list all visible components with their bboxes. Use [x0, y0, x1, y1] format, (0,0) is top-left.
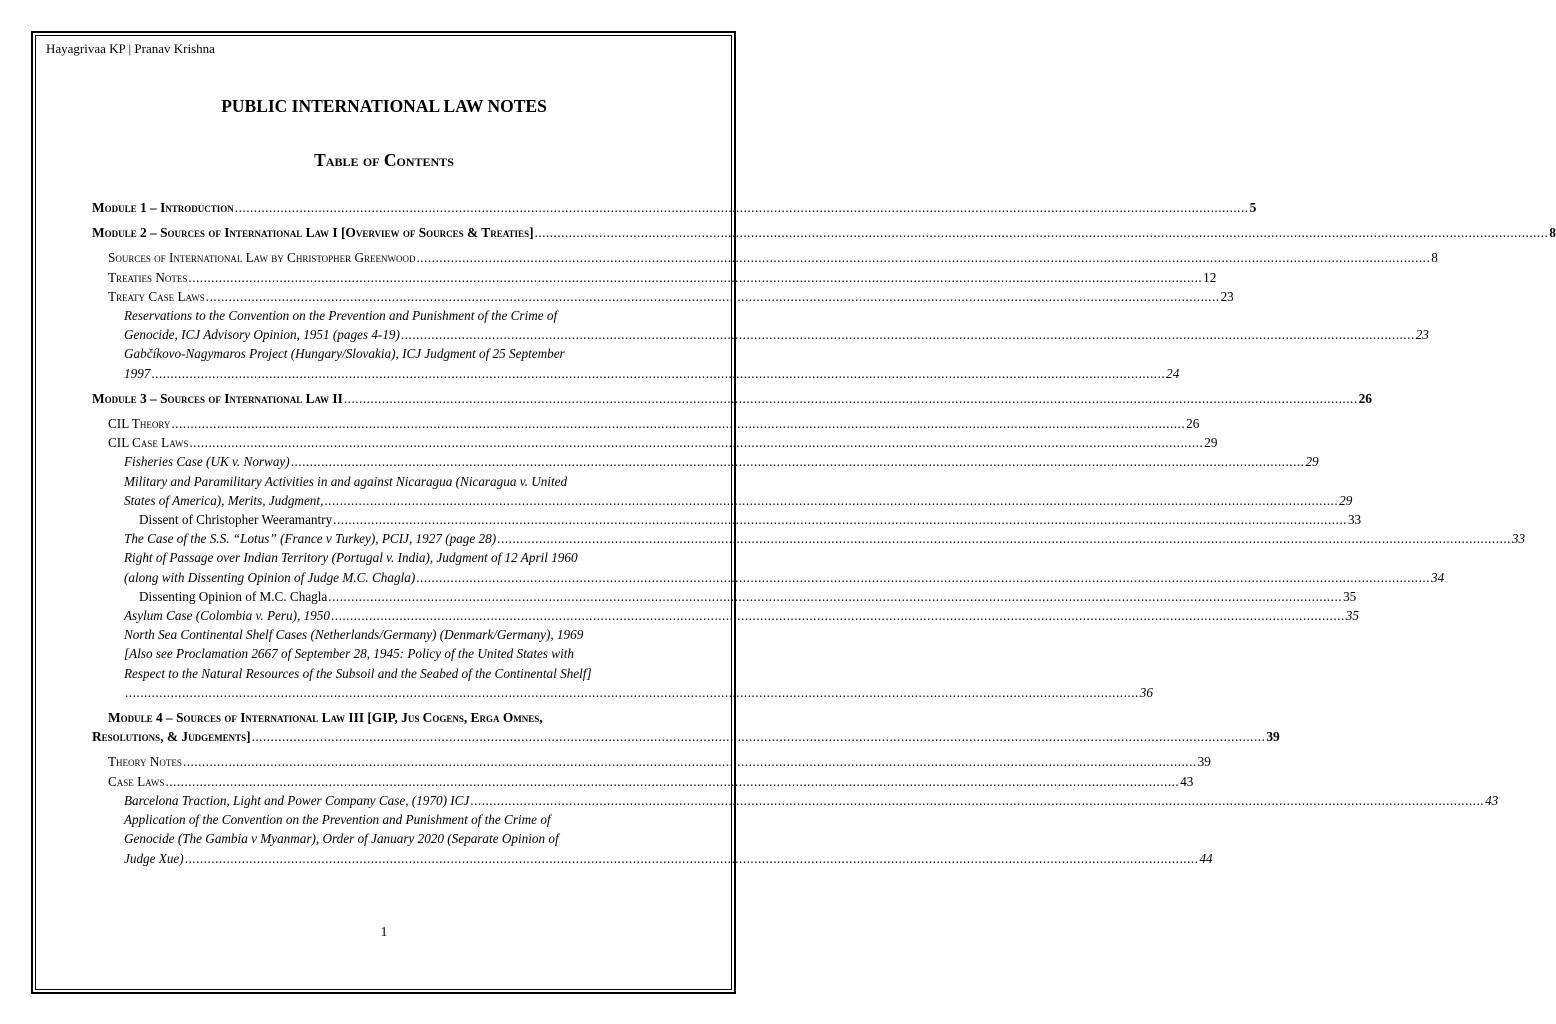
toc-entry-case-laws[interactable]: Case Laws ..... 43 [92, 772, 676, 791]
toc-entry-nicaragua[interactable]: Military and Paramilitary Activities in and against Nicaragua (Nicaragua v. United States of America), Merits, Judgment, ..... 29 [92, 472, 676, 510]
toc-entry-module-1[interactable]: Module 1 – Introduction ..... 5 [92, 198, 676, 217]
toc-heading: Table of Contents [314, 150, 454, 170]
toc-entry-module-2[interactable]: Module 2 – Sources of International Law I [Overview of Sources & Treaties] ..... 8 [92, 223, 676, 242]
toc-entry-cil-case-laws[interactable]: CIL Case Laws ..... 29 [92, 433, 676, 452]
toc-entry-theory-notes[interactable]: Theory Notes ..... 39 [92, 752, 676, 771]
toc-entry-gabcikovo[interactable]: Gabčíkovo-Nagymaros Project (Hungary/Slovakia), ICJ Judgment of 25 September 1997 ..... 24 [92, 344, 676, 382]
toc-entry-right-of-passage[interactable]: Right of Passage over Indian Territory (Portugal v. India), Judgment of 12 April 1960 (along with Dissenting Opinion of Judge M.C. Chagla) ..... 34 [92, 548, 676, 586]
toc-entry-module-4[interactable]: Module 4 – Sources of International Law III [GIP, Jus Cogens, Erga Omnes, Resolutions, & Judgements] ..... 39 [92, 708, 676, 746]
toc-entry-treaty-case-laws[interactable]: Treaty Case Laws ..... 23 [92, 287, 676, 306]
page-number: 1 [380, 924, 388, 939]
toc-entry-weeramantry-dissent[interactable]: Dissent of Christopher Weeramantry ..... 33 [92, 510, 676, 529]
toc-entry-north-sea-shelf[interactable]: North Sea Continental Shelf Cases (Netherlands/Germany) (Denmark/Germany), 1969 [Also see Proclamation 2667 of September 28, 1945: Policy of the United States with Respect to the Natural Resources of the Subsoil and the Seabed of the Continental Shelf] ..... 36 [92, 625, 676, 702]
toc-entry-barcelona-traction[interactable]: Barcelona Traction, Light and Power Company Case, (1970) ICJ ..... 43 [92, 791, 676, 810]
toc-entry-reservations-genocide[interactable]: Reservations to the Convention on the Prevention and Punishment of the Crime of Genocide, ICJ Advisory Opinion, 1951 (pages 4-19) ..... 23 [92, 306, 676, 344]
toc-entry-treaties-notes[interactable]: Treaties Notes ..... 12 [92, 268, 676, 287]
toc-entry-fisheries-case[interactable]: Fisheries Case (UK v. Norway) ..... 29 [92, 452, 676, 471]
toc-entry-module-3[interactable]: Module 3 – Sources of International Law II ..... 26 [92, 389, 676, 408]
toc-entry-chagla-dissent[interactable]: Dissenting Opinion of M.C. Chagla ..... 35 [92, 587, 676, 606]
page-header-authors: Hayagrivaa KP | Pranav Krishna [46, 41, 215, 56]
toc-entry-cil-theory[interactable]: CIL Theory ..... 26 [92, 414, 676, 433]
table-of-contents [92, 198, 1556, 868]
toc-entry-asylum-case[interactable]: Asylum Case (Colombia v. Peru), 1950 ..... 35 [92, 606, 676, 625]
toc-entry-gambia-myanmar[interactable]: Application of the Convention on the Prevention and Punishment of the Crime of Genocide (The Gambia v Myanmar), Order of January 2020 (Separate Opinion of Judge Xue) ..... 44 [92, 810, 676, 868]
toc-entry-greenwood[interactable]: Sources of International Law by Christopher Greenwood ..... 8 [92, 248, 676, 267]
toc-entry-lotus-case[interactable]: The Case of the S.S. “Lotus” (France v Turkey), PCIJ, 1927 (page 28) ..... 33 [92, 529, 676, 548]
document-title: PUBLIC INTERNATIONAL LAW NOTES [221, 96, 547, 116]
